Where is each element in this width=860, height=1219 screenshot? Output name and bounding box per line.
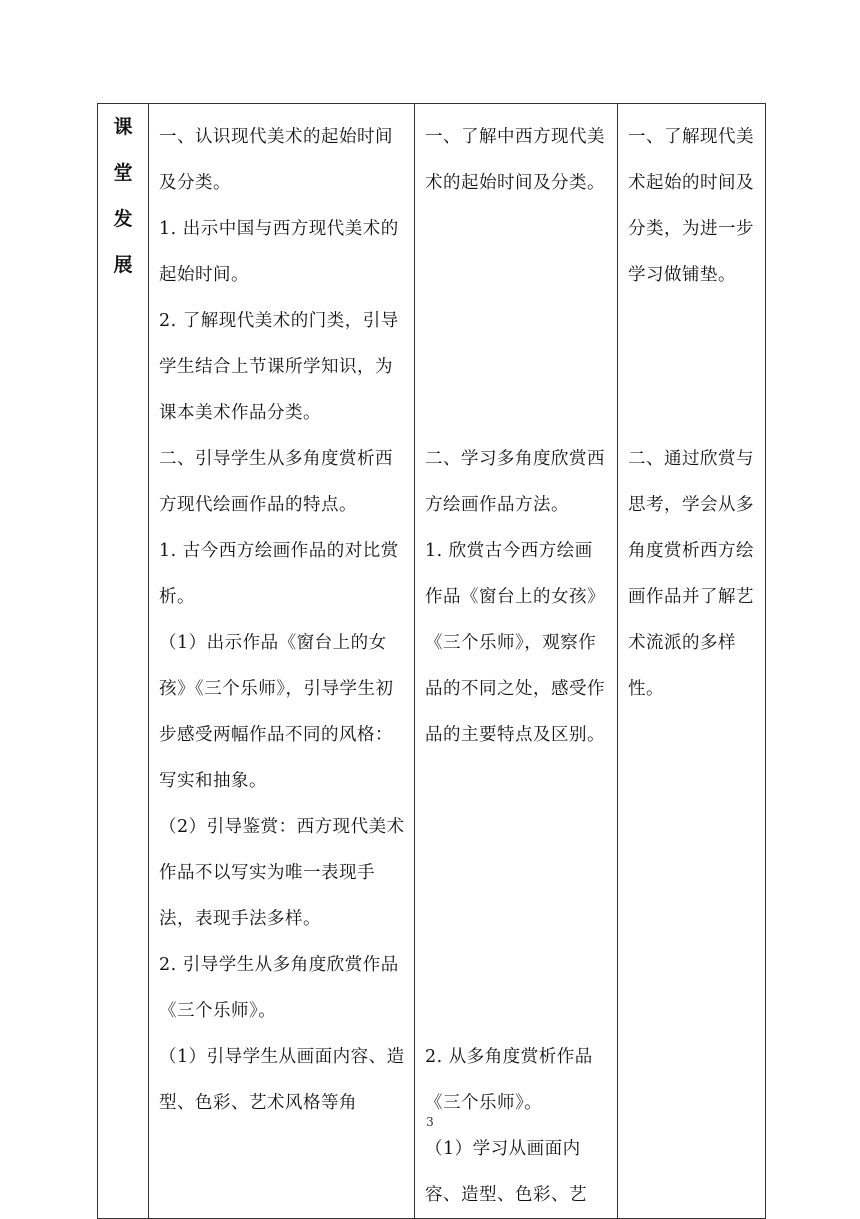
teacher-paragraph: 二、引导学生从多角度赏析西方现代绘画作品的特点。 xyxy=(159,449,393,515)
teacher-activity-cell xyxy=(149,104,415,1219)
teacher-paragraph: 2. 了解现代美术的门类，引导学生结合上节课所学知识，为课本美术作品分类。 xyxy=(159,311,399,423)
teacher-paragraph: （1）出示作品《窗台上的女孩》《三个乐师》，引导学生初步感受两幅作品不同的风格：写实和抽象。 xyxy=(159,633,394,791)
stage-cell xyxy=(98,104,149,1219)
page-number: 3 xyxy=(426,1115,434,1129)
lesson-plan-table xyxy=(97,103,766,1219)
student-paragraph: 二、学习多角度欣赏西方绘画作品方法。 xyxy=(425,449,605,515)
student-paragraph: 1. 欣赏古今西方绘画作品《窗台上的女孩》《三个乐师》，观察作品的不同之处，感受作品的主要特点及区别。 xyxy=(425,541,605,745)
stage-label xyxy=(98,104,148,288)
stage-char: 堂 xyxy=(113,162,133,184)
stage-char: 课 xyxy=(113,116,133,138)
teacher-paragraph: 2. 引导学生从多角度欣赏作品《三个乐师》。 xyxy=(159,955,399,1021)
intent-paragraph: 一、了解现代美术起始的时间及分类，为进一步学习做铺垫。 xyxy=(628,127,754,285)
student-paragraph: （1）学习从画面内容、造型、色彩、艺 xyxy=(425,1139,587,1205)
teacher-paragraph: （2）引导鉴赏：西方现代美术作品不以写实为唯一表现手法，表现手法多样。 xyxy=(159,817,405,929)
teacher-paragraph: 1. 古今西方绘画作品的对比赏析。 xyxy=(159,541,399,607)
teacher-paragraph: （1）引导学生从画面内容、造型、色彩、艺术风格等角 xyxy=(159,1047,405,1113)
student-paragraph: 一、了解中西方现代美术的起始时间及分类。 xyxy=(425,127,605,193)
table-row xyxy=(98,104,766,1219)
design-intent-cell xyxy=(618,104,766,1219)
student-paragraph: 2. 从多角度赏析作品《三个乐师》。 xyxy=(425,1047,593,1113)
intent-paragraph: 二、通过欣赏与思考，学会从多角度赏析西方绘画作品并了解艺术流派的多样性。 xyxy=(628,449,754,699)
teacher-paragraph: 一、认识现代美术的起始时间及分类。 xyxy=(159,127,393,193)
teacher-paragraph: 1. 出示中国与西方现代美术的起始时间。 xyxy=(159,219,399,285)
stage-char: 展 xyxy=(113,254,133,276)
student-activity-cell xyxy=(415,104,618,1219)
stage-char: 发 xyxy=(113,208,133,230)
